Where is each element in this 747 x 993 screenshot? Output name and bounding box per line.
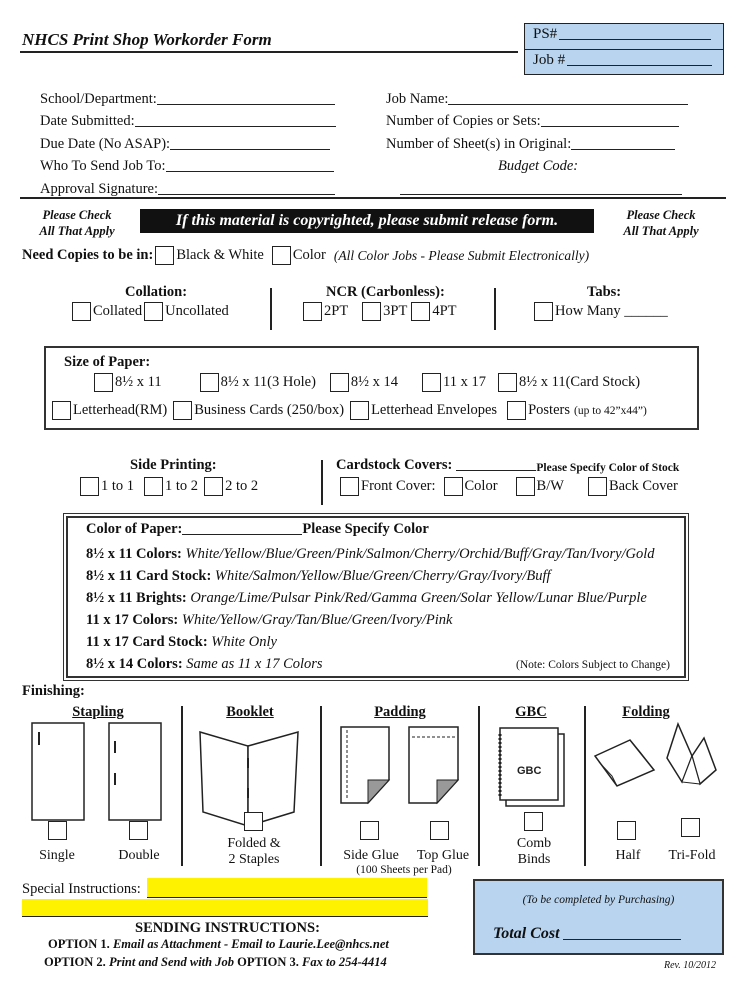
color-row-value: White/Yellow/Gray/Tan/Blue/Green/Ivory/Pink bbox=[181, 612, 453, 628]
tri-fold-icon bbox=[667, 724, 716, 784]
tabs-how-many[interactable]: How Many ______ bbox=[555, 303, 668, 319]
tri-fold-checkbox[interactable] bbox=[681, 818, 700, 837]
special-instructions-field-1[interactable] bbox=[147, 878, 427, 898]
option-3-text: Fax to 254-4414 bbox=[302, 955, 387, 969]
color-row-value: Orange/Lime/Pulsar Pink/Red/Gamma Green/Solar Yellow/Lunar Blue/Purple bbox=[190, 590, 647, 606]
sending-option-1 bbox=[48, 937, 389, 952]
single-label: Single bbox=[39, 848, 75, 863]
letterhead-label: Letterhead(RM) bbox=[73, 402, 168, 418]
size-cardstock-label: 8½ x 11(Card Stock) bbox=[519, 374, 641, 390]
color-label: Color bbox=[292, 247, 326, 263]
ncr-4pt-label: 4PT bbox=[432, 303, 457, 319]
stapling-title: Stapling bbox=[72, 704, 124, 720]
size-85x11-label: 8½ x 11 bbox=[115, 374, 162, 390]
side-glue-pad-icon bbox=[341, 727, 389, 803]
job-name-label: Job Name: bbox=[386, 90, 449, 107]
cover-color-label: Color bbox=[464, 478, 498, 494]
double-label: Double bbox=[118, 848, 160, 863]
total-cost-field[interactable] bbox=[563, 939, 681, 940]
gbc-title: GBC bbox=[515, 704, 547, 720]
top-glue-pad-icon bbox=[409, 727, 458, 803]
color-row-value: White Only bbox=[211, 634, 277, 650]
booklet-title: Booklet bbox=[226, 704, 274, 720]
side-glue-label: Side Glue bbox=[343, 848, 399, 863]
budget-code-label: Budget Code: bbox=[498, 157, 579, 174]
padding-title: Padding bbox=[374, 704, 426, 720]
copies-label: Need Copies to be in: bbox=[22, 247, 154, 263]
top-glue-label: Top Glue bbox=[416, 848, 470, 863]
uncollated-label: Uncollated bbox=[165, 303, 229, 319]
color-row-value: Same as 11 x 17 Colors bbox=[186, 656, 323, 672]
color-row-label: 8½ x 14 Colors: bbox=[86, 656, 183, 672]
ncr-title: NCR (Carbonless): bbox=[326, 284, 445, 300]
color-row-label: 11 x 17 Card Stock: bbox=[86, 634, 208, 650]
option-3-label: OPTION 3. bbox=[237, 955, 299, 969]
size-3hole-label: 8½ x 11(3 Hole) bbox=[220, 374, 316, 390]
side-printing-title: Side Printing: bbox=[130, 457, 217, 473]
paper-color-title: Color of Paper: bbox=[86, 521, 183, 537]
option-1-label: OPTION 1. bbox=[48, 937, 110, 951]
collation-title: Collation: bbox=[125, 284, 188, 300]
cardstock-note: Please Specify Color of Stock bbox=[536, 462, 680, 474]
job-label: Job # bbox=[533, 52, 566, 68]
color-row-label: 8½ x 11 Card Stock: bbox=[86, 568, 212, 584]
single-staple-icon bbox=[32, 723, 84, 820]
option-2-label: OPTION 2. bbox=[44, 955, 106, 969]
color-row-label: 8½ x 11 Brights: bbox=[86, 590, 187, 606]
size-85x14-label: 8½ x 14 bbox=[350, 374, 399, 390]
total-cost-label: Total Cost bbox=[493, 925, 560, 942]
ps-label: PS# bbox=[533, 26, 558, 42]
booklet-checkbox[interactable] bbox=[244, 812, 263, 831]
revision-label: Rev. 10/2012 bbox=[664, 960, 717, 971]
sending-title: SENDING INSTRUCTIONS: bbox=[135, 920, 320, 936]
cardstock-title: Cardstock Covers: bbox=[336, 457, 453, 473]
gbc-logo-text: GBC bbox=[517, 765, 542, 777]
half-fold-icon bbox=[595, 740, 654, 786]
send-to-label: Who To Send Job To: bbox=[40, 158, 166, 174]
half-label: Half bbox=[615, 848, 641, 863]
color-note: (All Color Jobs - Please Submit Electronically) bbox=[333, 247, 590, 263]
sheets-label: Number of Sheet(s) in Original: bbox=[386, 135, 572, 152]
paper-size-title: Size of Paper: bbox=[64, 354, 151, 370]
side-2to2-label: 2 to 2 bbox=[225, 478, 259, 494]
business-cards-label: Business Cards (250/box) bbox=[194, 402, 345, 418]
comb-binding-icon bbox=[500, 728, 564, 806]
side-glue-checkbox[interactable] bbox=[360, 821, 379, 840]
comb-bind-checkbox[interactable] bbox=[524, 812, 543, 831]
color-row-label: 8½ x 11 Colors: bbox=[86, 546, 182, 562]
date-submitted-label: Date Submitted: bbox=[40, 113, 135, 129]
front-cover-label: Front Cover: bbox=[361, 478, 436, 494]
top-glue-checkbox[interactable] bbox=[430, 821, 449, 840]
side-1to2-label: 1 to 2 bbox=[165, 478, 199, 494]
purchasing-box bbox=[473, 879, 724, 955]
double-staple-checkbox[interactable] bbox=[129, 821, 148, 840]
finishing-title: Finishing: bbox=[22, 683, 85, 699]
cover-bw-label: B/W bbox=[536, 478, 564, 494]
copies-count-label: Number of Copies or Sets: bbox=[386, 113, 541, 129]
color-row-value: White/Yellow/Blue/Green/Pink/Salmon/Cherry/Orchid/Buff/Gray/Tan/Ivory/Gold bbox=[185, 546, 655, 562]
approval-label: Approval Signature: bbox=[40, 180, 158, 197]
special-instructions-label: Special Instructions: bbox=[22, 881, 141, 897]
folding-title: Folding bbox=[622, 704, 670, 720]
special-instructions-field-2[interactable] bbox=[22, 899, 428, 917]
back-cover-label: Back Cover bbox=[608, 478, 678, 494]
pad-note: (100 Sheets per Pad) bbox=[356, 864, 452, 876]
purchasing-note: (To be completed by Purchasing) bbox=[522, 894, 675, 906]
due-date-label: Due Date (No ASAP): bbox=[40, 135, 171, 152]
double-staple-icon bbox=[109, 723, 161, 820]
collated-label: Collated bbox=[93, 303, 143, 319]
envelopes-label: Letterhead Envelopes bbox=[371, 402, 498, 418]
trifold-label: Tri-Fold bbox=[668, 848, 716, 863]
half-fold-checkbox[interactable] bbox=[617, 821, 636, 840]
posters-label: Posters bbox=[528, 402, 570, 418]
option-2-text: Print and Send with Job bbox=[108, 955, 234, 969]
ncr-3pt-label: 3PT bbox=[383, 303, 408, 319]
comb-label: Comb Binds bbox=[516, 836, 552, 867]
form-title: NHCS Print Shop Workorder Form bbox=[22, 30, 272, 49]
please-check-left: Please Check All That Apply bbox=[39, 208, 115, 238]
color-row-label: 11 x 17 Colors: bbox=[86, 612, 179, 628]
option-1-text: Email as Attachment - Email to Laurie.Lee@nhcs.net bbox=[112, 937, 389, 951]
sending-option-2 bbox=[44, 955, 387, 970]
side-1to1-label: 1 to 1 bbox=[101, 478, 135, 494]
copyright-banner: If this material is copyrighted, please submit release form. bbox=[140, 209, 594, 233]
size-11x17-label: 11 x 17 bbox=[443, 374, 486, 390]
paper-color-specify: Please Specify Color bbox=[302, 521, 429, 537]
colors-note: (Note: Colors Subject to Change) bbox=[516, 659, 670, 671]
color-row-value: White/Salmon/Yellow/Blue/Green/Cherry/Gray/Ivory/Buff bbox=[214, 568, 551, 584]
please-check-right: Please Check All That Apply bbox=[623, 208, 699, 238]
tabs-title: Tabs: bbox=[587, 284, 622, 300]
single-staple-checkbox[interactable] bbox=[48, 821, 67, 840]
school-label: School/Department: bbox=[40, 90, 157, 107]
bw-label: Black & White bbox=[176, 247, 264, 263]
posters-note: (up to 42”x44”) bbox=[573, 404, 647, 417]
ncr-2pt-label: 2PT bbox=[324, 303, 349, 319]
folded-label: Folded & 2 Staples bbox=[227, 836, 281, 867]
